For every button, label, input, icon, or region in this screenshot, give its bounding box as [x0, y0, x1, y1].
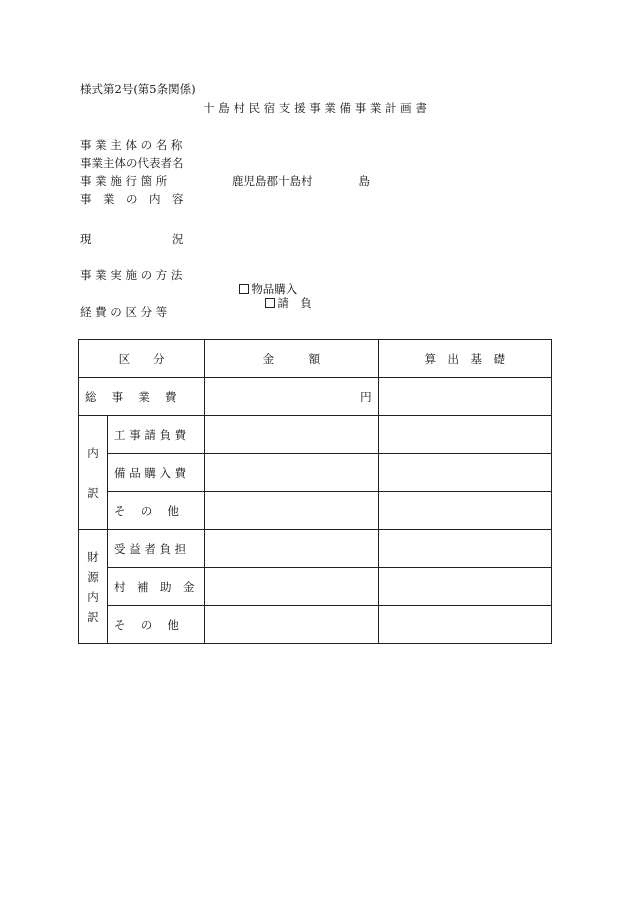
cost-table [78, 339, 552, 644]
document-title: 十 島 村 民 宿 支 援 事 業 備 事 業 計 画 書 [203, 101, 427, 115]
status-label: 現 況 [80, 232, 184, 246]
amount-cell[interactable] [205, 530, 378, 568]
checkbox-icon[interactable] [265, 298, 275, 308]
content-label: 事 業 の 内 容 [80, 192, 184, 206]
table-row [79, 530, 552, 568]
total-basis-cell[interactable] [378, 378, 551, 416]
method-option-goods-label: 物品購入 [251, 282, 298, 296]
table-row [79, 568, 552, 606]
header-basis: 算 出 基 礎 [378, 340, 551, 378]
basis-cell[interactable] [378, 416, 551, 454]
breakdown-item: そ の 他 [108, 492, 205, 530]
cost-label: 経 費 の 区 分 等 [80, 305, 168, 319]
method-option-contract[interactable] [265, 296, 312, 310]
amount-cell[interactable] [205, 454, 378, 492]
amount-cell[interactable] [205, 416, 378, 454]
method-options [232, 268, 312, 310]
total-amount-cell[interactable] [205, 378, 378, 416]
basis-cell[interactable] [378, 606, 551, 644]
table-row [79, 492, 552, 530]
funding-label: 財 源 内 訳 [79, 530, 108, 644]
funding-item: そ の 他 [108, 606, 205, 644]
breakdown-label: 内 訳 [79, 416, 108, 530]
total-label: 総 事 業 費 [79, 378, 205, 416]
table-row [79, 606, 552, 644]
table-row [79, 378, 552, 416]
table-row [79, 416, 552, 454]
method-option-goods[interactable] [239, 282, 297, 296]
header-category: 区 分 [79, 340, 205, 378]
basis-cell[interactable] [378, 530, 551, 568]
yen-unit: 円 [360, 389, 372, 404]
basis-cell[interactable] [378, 454, 551, 492]
method-label: 事 業 実 施 の 方 法 [80, 268, 183, 282]
checkbox-icon[interactable] [239, 284, 249, 294]
amount-cell[interactable] [205, 492, 378, 530]
location-value: 鹿児島郡十島村 島 [232, 174, 370, 188]
table-header-row [79, 340, 552, 378]
business-name-label: 事 業 主 体 の 名 称 [80, 138, 183, 152]
header-amount: 金 額 [205, 340, 378, 378]
breakdown-item: 備 品 購 入 費 [108, 454, 205, 492]
basis-cell[interactable] [378, 568, 551, 606]
funding-item: 村 補 助 金 [108, 568, 205, 606]
amount-cell[interactable] [205, 568, 378, 606]
amount-cell[interactable] [205, 606, 378, 644]
table-row [79, 454, 552, 492]
breakdown-item: 工 事 請 負 費 [108, 416, 205, 454]
method-option-contract-label: 請 負 [277, 296, 312, 310]
form-number: 様式第2号(第5条関係) [80, 82, 196, 96]
representative-label: 事業主体の代表者名 [80, 156, 184, 170]
location-label: 事 業 施 行 箇 所 [80, 174, 168, 188]
funding-item: 受 益 者 負 担 [108, 530, 205, 568]
basis-cell[interactable] [378, 492, 551, 530]
